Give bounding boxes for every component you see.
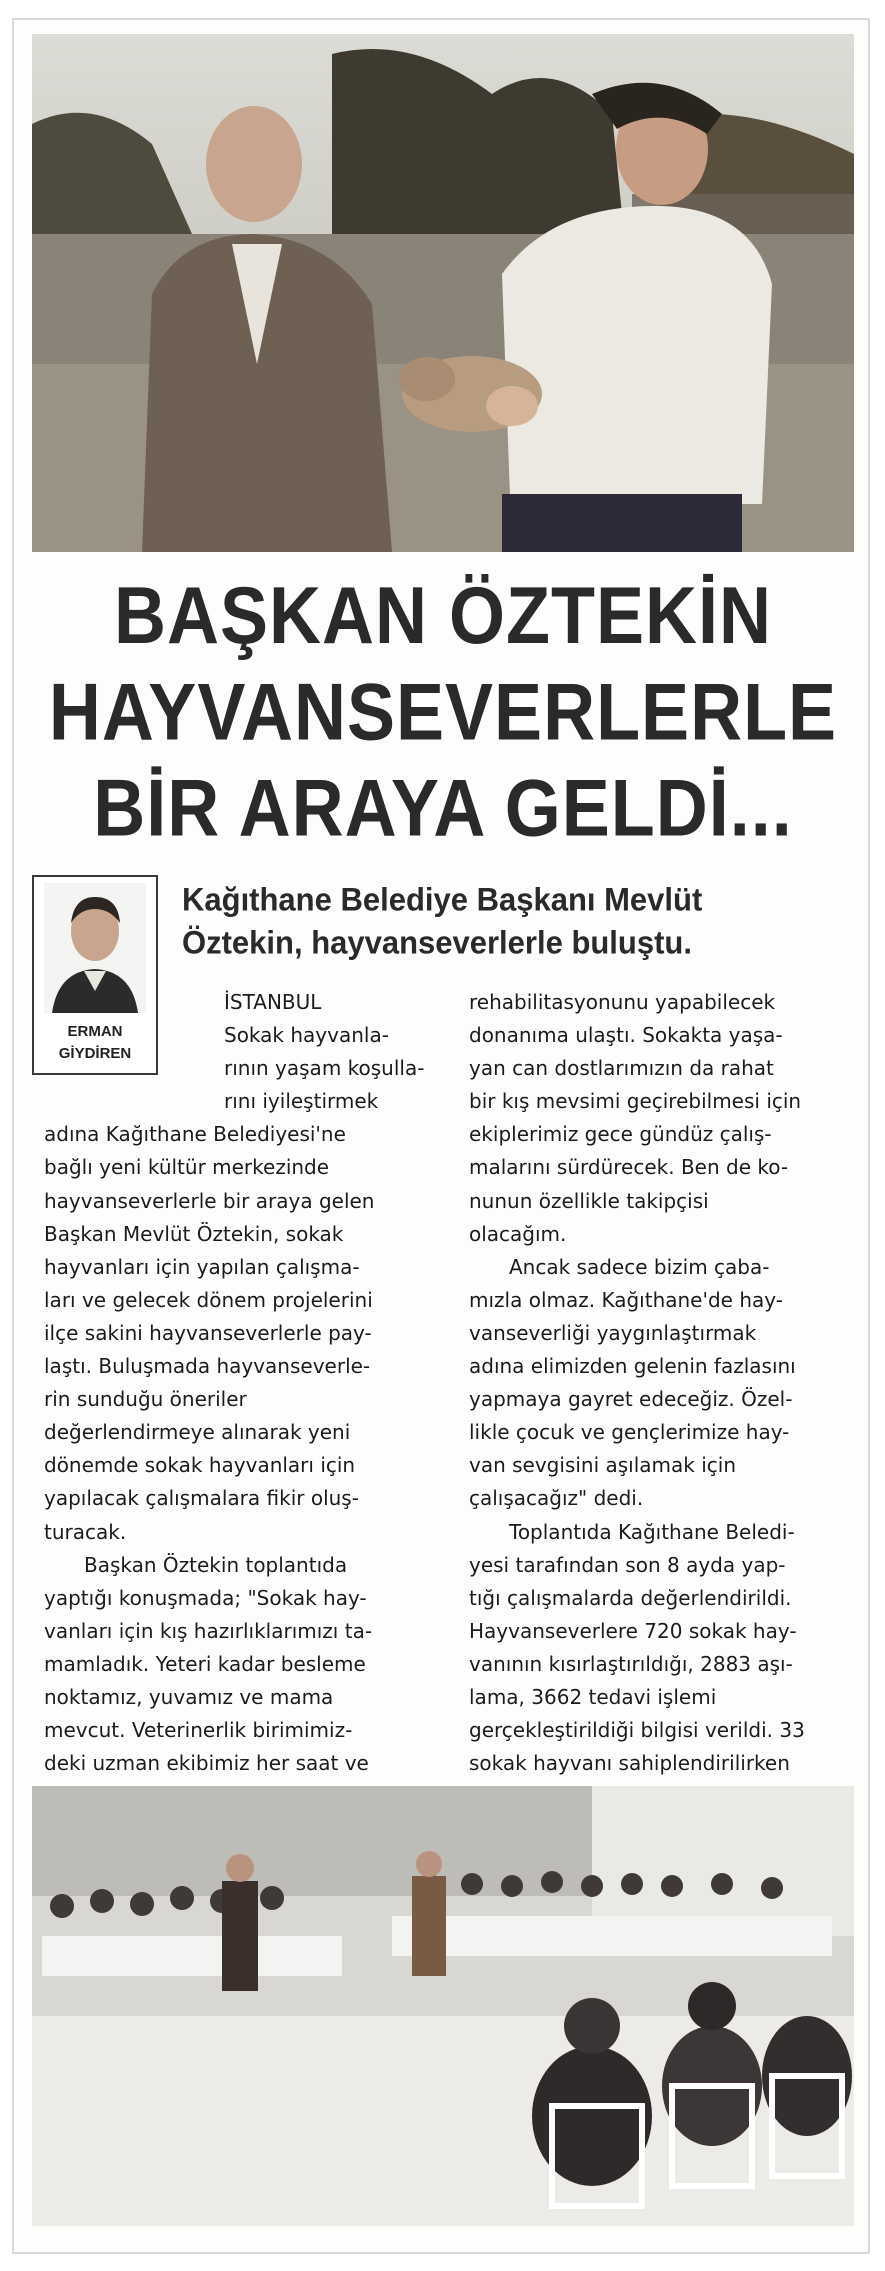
article-line: mamladık. Yeteri kadar besleme	[44, 1651, 366, 1676]
dateline: İSTANBUL	[224, 990, 322, 1014]
article-line: gerçekleştirildiği bilgisi verildi. 33	[469, 1718, 805, 1743]
article-line: dönemde sokak hayvanları için	[44, 1453, 356, 1478]
author-last-name: GİYDİREN	[58, 1045, 132, 1062]
article-line: rını iyileştirmek	[224, 1089, 379, 1114]
article-line: ilçe sakini hayvanseverlerle pay-	[44, 1320, 372, 1345]
bottom-photo	[32, 1786, 854, 2226]
article-line: Başkan Mevlüt Öztekin, sokak	[44, 1221, 344, 1246]
article-column-left	[44, 986, 454, 1846]
article-line: mevcut. Veterinerlik birimimiz-	[44, 1718, 353, 1743]
article-line: malarını sürdürecek. Ben de ko-	[469, 1155, 789, 1180]
article-line: yesi tarafından son 8 ayda yap-	[469, 1552, 786, 1577]
headline-line-2: HAYVANSEVERLERLE	[48, 667, 838, 758]
article-line: yapılacak çalışmalara fikir oluş-	[44, 1486, 359, 1511]
article-line: değerlendirmeye alınarak yeni	[44, 1420, 351, 1445]
article-line: rin sunduğu öneriler	[44, 1387, 247, 1412]
article-line: ları ve gelecek dönem projelerini	[44, 1287, 373, 1312]
article-line: lama, 3662 tedavi işlemi	[469, 1684, 717, 1709]
article-line: Sokak hayvanla-	[224, 1023, 389, 1048]
article-line: van sevgisini aşılamak için	[469, 1453, 737, 1478]
article-line: laştı. Buluşmada hayvanseverle-	[44, 1354, 371, 1379]
article-line: rehabilitasyonunu yapabilecek	[469, 990, 776, 1014]
article-line: bağlı yeni kültür merkezinde	[44, 1155, 330, 1180]
article-line: ekiplerimiz gece gündüz çalış-	[469, 1122, 772, 1147]
article-line: vanları için kış hazırlıklarımızı ta-	[44, 1618, 373, 1643]
article-line: çalışacağız" dedi.	[469, 1486, 644, 1511]
headline-line-3: BİR ARAYA GELDİ...	[93, 764, 793, 854]
headline	[24, 568, 862, 857]
article-line: tığı çalışmalarda değerlendirildi.	[469, 1585, 792, 1610]
article-line: rının yaşam koşulla-	[224, 1056, 425, 1081]
article-line: Toplantıda Kağıthane Beledi-	[509, 1519, 795, 1544]
author-first-name: ERMAN	[67, 1023, 123, 1040]
article-line: noktamız, yuvamız ve mama	[44, 1684, 334, 1709]
subtitle-line-1: Kağıthane Belediye Başkanı Mevlüt	[182, 881, 703, 918]
article-line: mızla olmaz. Kağıthane'de hay-	[469, 1287, 783, 1312]
headline-line-1: BAŞKAN ÖZTEKİN	[114, 571, 772, 661]
article-line: likle çocuk ve gençlerimize hay-	[469, 1420, 790, 1445]
article-line: Ancak sadece bizim çaba-	[509, 1254, 770, 1279]
article-line: adına Kağıthane Belediyesi'ne	[44, 1122, 346, 1147]
article-line: adına elimizden gelenin fazlasını	[469, 1354, 796, 1379]
article-line: yapmaya gayret edeceğiz. Özel-	[469, 1387, 793, 1412]
article-line: hayvanseverlerle bir araya gelen	[44, 1188, 375, 1213]
article-line: donanıma ulaştı. Sokakta yaşa-	[469, 1023, 783, 1048]
article-line: deki uzman ekibimiz her saat ve	[44, 1751, 369, 1776]
article-line: Başkan Öztekin toplantıda	[84, 1552, 348, 1577]
article-line: sokak hayvanı sahiplendirilirken	[469, 1751, 790, 1776]
subtitle	[182, 878, 862, 964]
article-line: vanının kısırlaştırıldığı, 2883 aşı-	[469, 1651, 793, 1676]
article-line: olacağım.	[469, 1221, 567, 1246]
newspaper-clipping	[12, 18, 870, 2254]
article-column-right	[469, 986, 864, 1846]
article-line: vanseverliği yaygınlaştırmak	[469, 1320, 757, 1345]
article-line: yaptığı konuşmada; "Sokak hay-	[44, 1585, 367, 1610]
article-line: nunun özellikle takipçisi	[469, 1188, 709, 1213]
article-line: yan can dostlarımızın da rahat	[469, 1056, 774, 1081]
article-line: hayvanları için yapılan çalışma-	[44, 1254, 360, 1279]
subtitle-line-2: Öztekin, hayvanseverlerle buluştu.	[182, 924, 692, 961]
top-photo	[32, 34, 854, 552]
article-line: turacak.	[44, 1519, 127, 1544]
article-line: bir kış mevsimi geçirebilmesi için	[469, 1089, 802, 1114]
article-line: Hayvanseverlere 720 sokak hay-	[469, 1618, 797, 1643]
